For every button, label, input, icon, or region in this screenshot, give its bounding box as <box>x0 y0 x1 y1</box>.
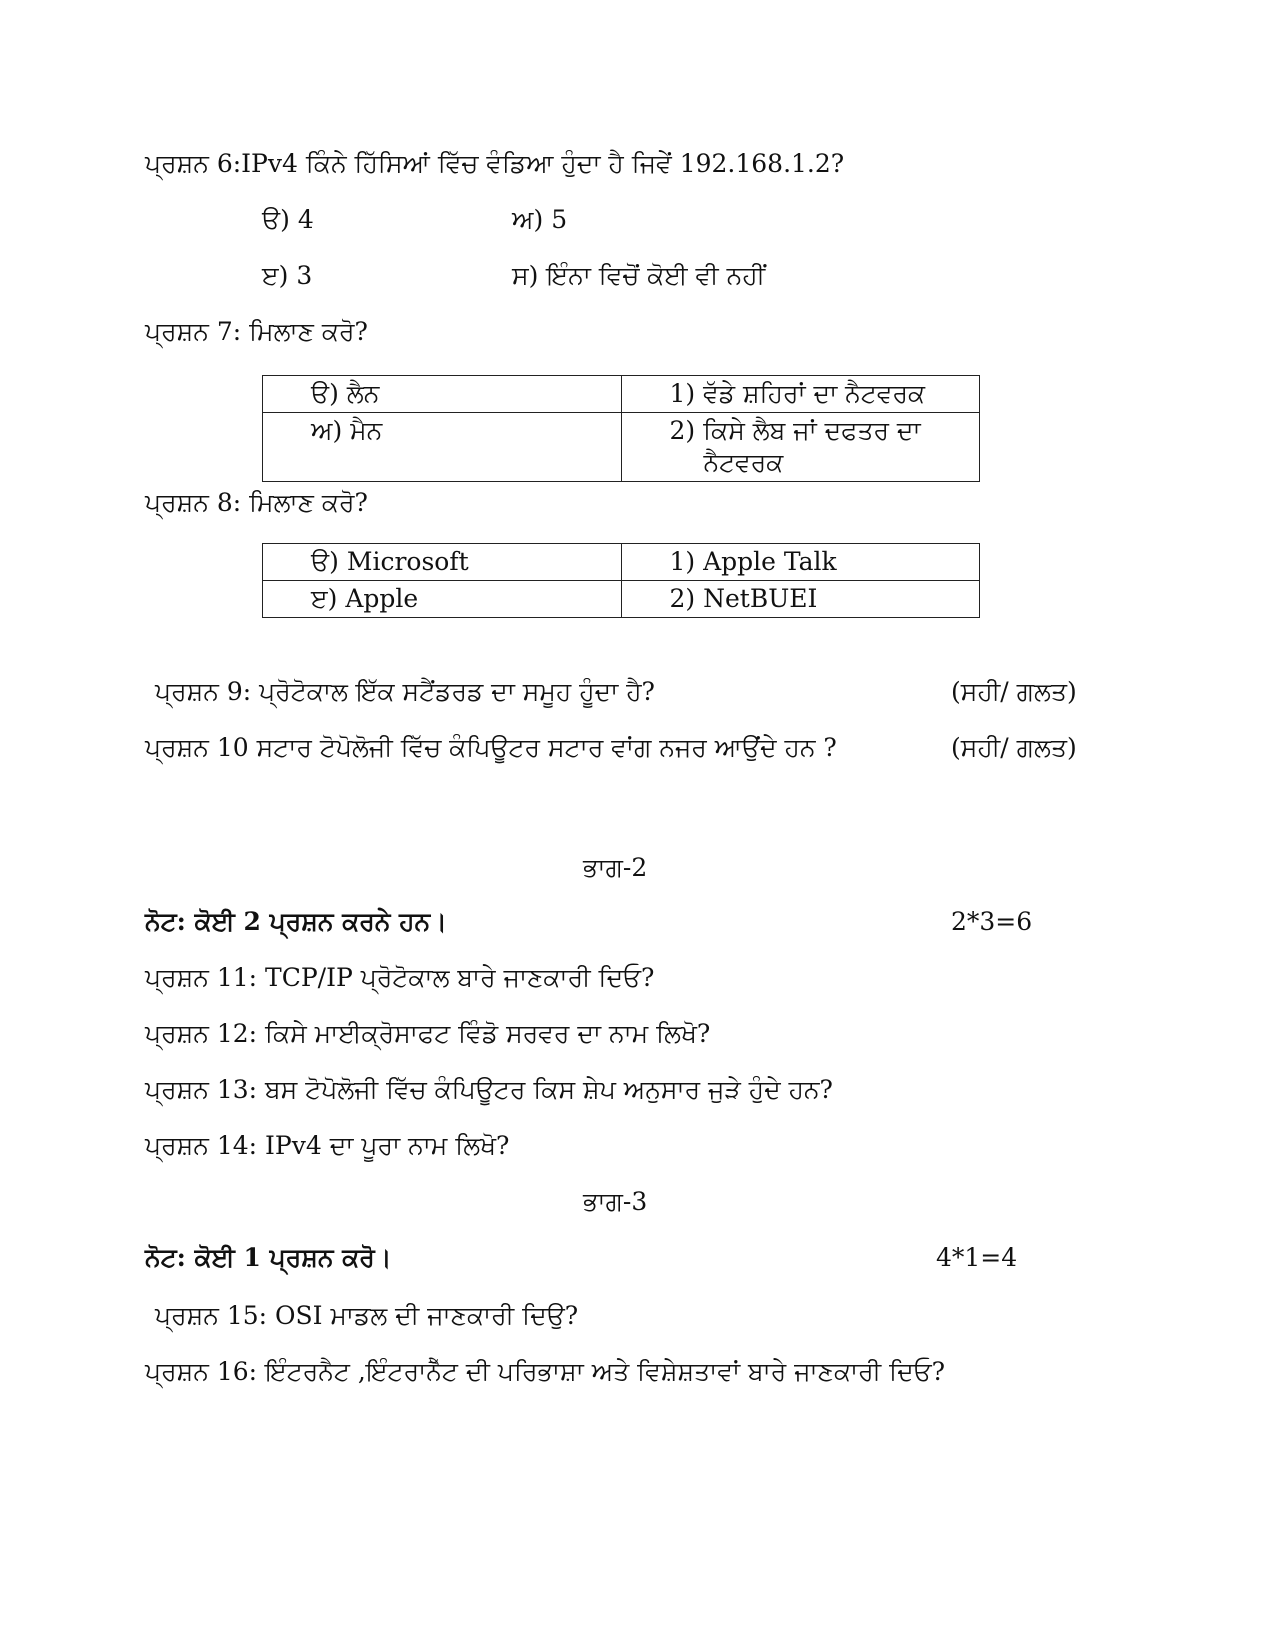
q7-left-2-text: ਅ) ਮੈਨ <box>311 416 383 445</box>
q6-option-a: ੳ) 4 <box>262 205 314 234</box>
part3-marks: 4*1=4 <box>936 1243 1018 1272</box>
question-16: ਪ੍ਰਸ਼ਨ 16: ਇੰਟਰਨੈਟ ,ਇੰਟਰਾਨੈੱਟ ਦੀ ਪਰਿਭਾਸ਼ਾ ਅਤੇ ਵਿਸ਼ੇਸ਼ਤਾਵਾਂ ਬਾਰੇ ਜਾਣਕਾਰੀ ਦਿਓ? <box>145 1357 946 1386</box>
part3-heading: ਭਾਗ-3 <box>583 1187 648 1216</box>
q9-answer: (ਸਹੀ/ ਗਲਤ) <box>951 677 1077 706</box>
question-10: ਪ੍ਰਸ਼ਨ 10 ਸਟਾਰ ਟੋਪੋਲੋਜੀ ਵਿੱਚ ਕੰਪਿਊਟਰ ਸਟਾਰ ਵਾਂਗ ਨਜਰ ਆਉਂਦੇ ਹਨ ? <box>145 733 837 762</box>
q7-right-2-cont: ਨੈਟਵਰਕ <box>703 448 784 477</box>
q8-left-1: ੳ) Microsoft <box>263 544 622 581</box>
question-8: ਪ੍ਰਸ਼ਨ 8: ਮਿਲਾਣ ਕਰੋ? <box>145 488 368 517</box>
table-row <box>263 413 980 482</box>
part2-note: ਨੋਟ: ਕੋਈ 2 ਪ੍ਰਸ਼ਨ ਕਰਨੇ ਹਨ। <box>145 907 447 936</box>
q7-right-2 <box>621 413 980 482</box>
q6-option-d: ਸ) ਇੰਨਾ ਵਿਚੋਂ ਕੋਈ ਵੀ ਨਹੀਂ <box>512 261 766 290</box>
q7-match-table <box>262 375 980 482</box>
question-9: ਪ੍ਰਸ਼ਨ 9: ਪ੍ਰੋਟੋਕਾਲ ਇੱਕ ਸਟੈਂਡਰਡ ਦਾ ਸਮੂਹ ਹੂੰਦਾ ਹੈ? <box>155 677 655 706</box>
question-6: ਪ੍ਰਸ਼ਨ 6:IPv4 ਕਿੰਨੇ ਹਿੱਸਿਆਂ ਵਿੱਚ ਵੰਡਿਆ ਹੁੰਦਾ ਹੈ ਜਿਵੇਂ 192.168.1.2? <box>145 149 845 178</box>
q6-option-b: ਅ) 5 <box>512 205 568 234</box>
q10-answer: (ਸਹੀ/ ਗਲਤ) <box>951 733 1077 762</box>
question-13: ਪ੍ਰਸ਼ਨ 13: ਬਸ ਟੋਪੋਲੋਜੀ ਵਿੱਚ ਕੰਪਿਊਟਰ ਕਿਸ ਸ਼ੇਪ ਅਨੁਸਾਰ ਜੁੜੇ ਹੁੰਦੇ ਹਨ? <box>145 1075 833 1104</box>
question-15: ਪ੍ਰਸ਼ਨ 15: OSI ਮਾਡਲ ਦੀ ਜਾਣਕਾਰੀ ਦਿਉ? <box>155 1301 579 1330</box>
part2-marks: 2*3=6 <box>951 907 1033 936</box>
table-row <box>263 581 980 618</box>
q6-option-c: ੲ) 3 <box>262 261 313 290</box>
question-12: ਪ੍ਰਸ਼ਨ 12: ਕਿਸੇ ਮਾਈਕ੍ਰੋਸਾਫਟ ਵਿੰਡੋ ਸਰਵਰ ਦਾ ਨਾਮ ਲਿਖੋ? <box>145 1019 711 1048</box>
table-row <box>263 544 980 581</box>
part2-heading: ਭਾਗ-2 <box>583 853 648 882</box>
q8-right-1: 1) Apple Talk <box>621 544 980 581</box>
q8-right-2: 2) NetBUEI <box>621 581 980 618</box>
question-11: ਪ੍ਰਸ਼ਨ 11: TCP/IP ਪ੍ਰੋਟੋਕਾਲ ਬਾਰੇ ਜਾਣਕਾਰੀ ਦਿਓ? <box>145 963 655 992</box>
table-row <box>263 376 980 413</box>
question-14: ਪ੍ਰਸ਼ਨ 14: IPv4 ਦਾ ਪੂਰਾ ਨਾਮ ਲਿਖੋ? <box>145 1131 510 1160</box>
q7-left-1: ੳ) ਲੈਨ <box>263 376 622 413</box>
q7-left-2 <box>263 413 622 482</box>
part3-note: ਨੋਟ: ਕੋਈ 1 ਪ੍ਰਸ਼ਨ ਕਰੋ। <box>145 1243 392 1272</box>
question-7: ਪ੍ਰਸ਼ਨ 7: ਮਿਲਾਣ ਕਰੋ? <box>145 317 368 346</box>
q7-right-2-text: 2) ਕਿਸੇ ਲੈਬ ਜਾਂ ਦਫਤਰ ਦਾ <box>669 416 921 445</box>
q8-left-2: ੲ) Apple <box>263 581 622 618</box>
q8-match-table <box>262 543 980 618</box>
q7-right-1: 1) ਵੱਡੇ ਸ਼ਹਿਰਾਂ ਦਾ ਨੈਟਵਰਕ <box>621 376 980 413</box>
